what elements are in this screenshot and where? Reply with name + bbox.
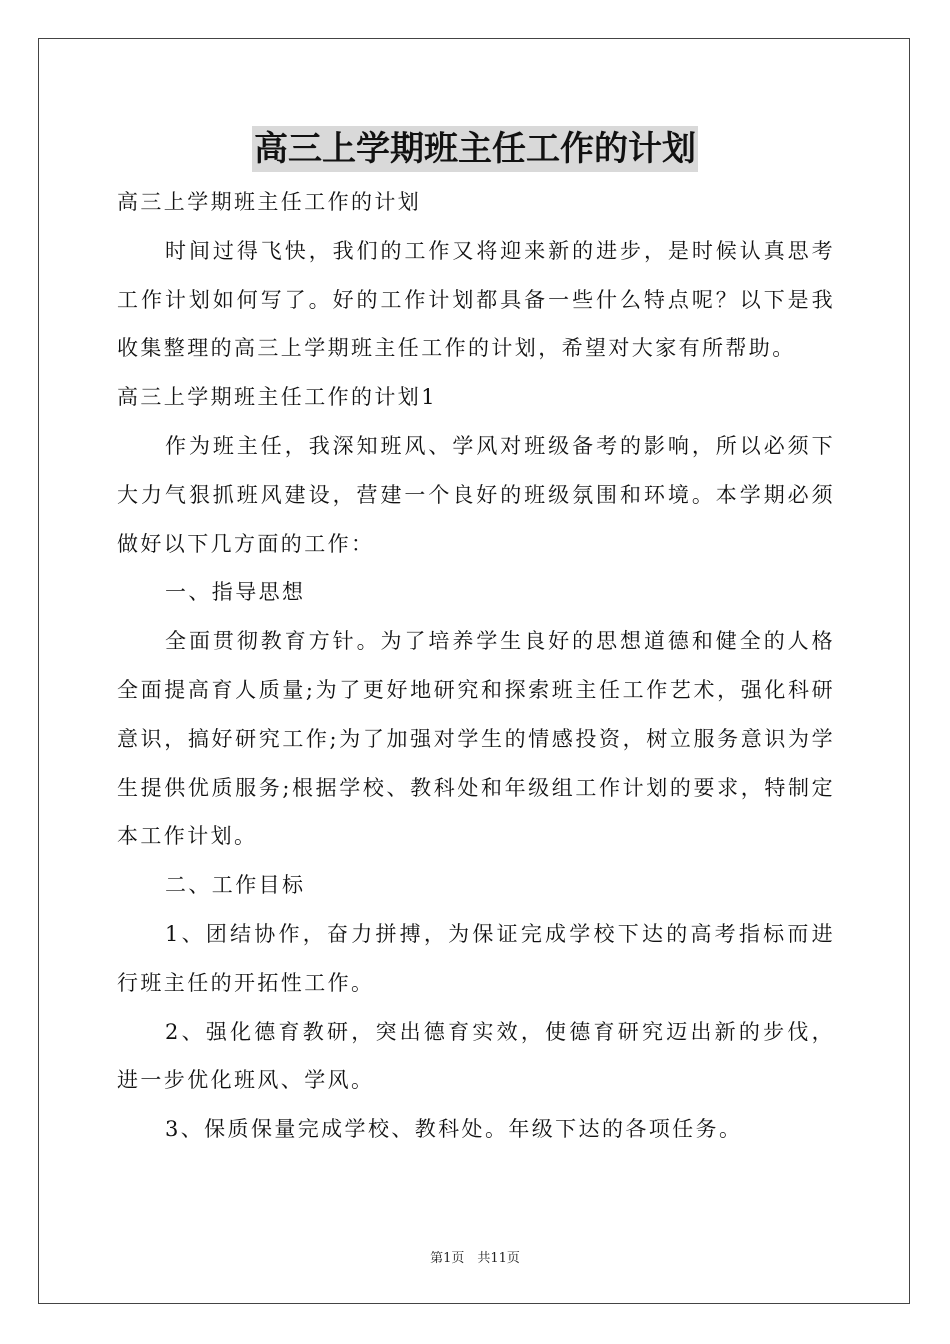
section-intro-paragraph: 作为班主任，我深知班风、学风对班级备考的影响，所以必须下大力气狠抓班风建设，营建一个良好的班级氛围和环境。本学期必须做好以下几方面的工作： xyxy=(117,433,835,556)
goal-item-3: 3、保质保量完成学校、教科处。年级下达的各项任务。 xyxy=(165,1117,743,1142)
document-body xyxy=(117,178,835,1154)
document-subtitle: 高三上学期班主任工作的计划 xyxy=(117,190,422,214)
page-footer: 第1页 共11页 xyxy=(430,1251,520,1266)
section-heading: 高三上学期班主任工作的计划1 xyxy=(117,385,437,410)
document-title: 高三上学期班主任工作的计划 xyxy=(252,126,698,172)
heading-work-goals: 二、工作目标 xyxy=(165,873,306,898)
guiding-thought-paragraph: 全面贯彻教育方针。为了培养学生良好的思想道德和健全的人格全面提高育人质量;为了更好地研究和探索班主任工作艺术，强化科研意识，搞好研究工作;为了加强对学生的情感投资，树立服务意识为学生提供优质服务;根据学校、教科处和年级组工作计划的要求，特制定本工作计划。 xyxy=(117,629,835,849)
heading-guiding-thought: 一、指导思想 xyxy=(165,580,306,605)
goal-item-1: 1、团结协作，奋力拼搏，为保证完成学校下达的高考指标而进行班主任的开拓性工作。 xyxy=(117,921,835,995)
intro-paragraph: 时间过得飞快，我们的工作又将迎来新的进步，是时候认真思考工作计划如何写了。好的工作计划都具备一些什么特点呢？以下是我收集整理的高三上学期班主任工作的计划，希望对大家有所帮助。 xyxy=(117,238,835,361)
title-container xyxy=(0,126,950,172)
goal-item-2: 2、强化德育教研，突出德育实效，使德育研究迈出新的步伐，进一步优化班风、学风。 xyxy=(117,1019,835,1093)
